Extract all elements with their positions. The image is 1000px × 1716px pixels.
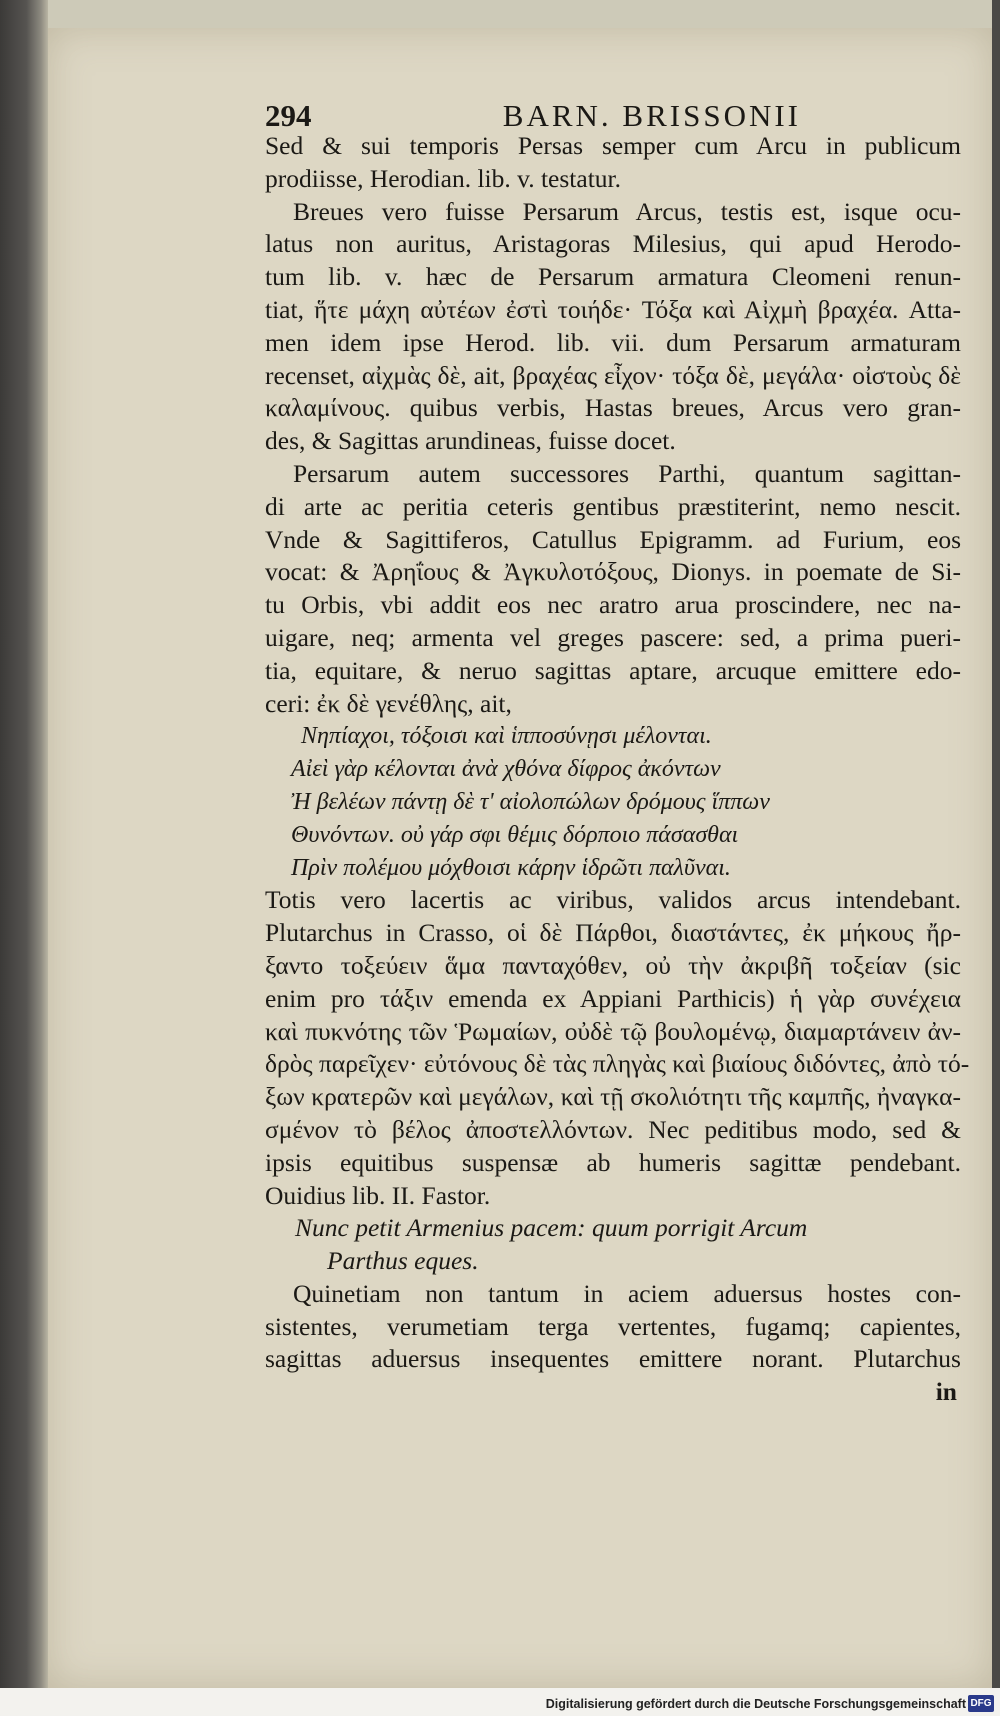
verse-line: Πρὶν πολέμου μόχθοισι κάρην ἱδρῶτι παλῦναι. xyxy=(291,854,731,881)
text-line: recenset, αἰχμὰς δὲ, ait, βραχέας εἶχον· τόξα δὲ, μεγάλα· οἰστοὺς δὲ xyxy=(265,360,961,390)
text-line: σμένον τὸ βέλος ἀποστελλόντων. Nec peditibus modo, sed & xyxy=(265,1114,961,1144)
greek-verse-quotation xyxy=(265,720,961,884)
text-line: καλαμίνους. quibus verbis, Hastas breues, Arcus vero gran- xyxy=(265,393,961,423)
text-line: vocat: & Ἀρηΐους & Ἀγκυλοτόξους, Dionys. in poemate de Si- xyxy=(265,557,961,587)
text-line: di arte ac peritia ceteris gentibus præstiterint, nemo nescit. xyxy=(265,491,961,521)
text-line: Breues vero fuisse Persarum Arcus, testis est, isque ocu- xyxy=(293,196,961,226)
text-line: tum lib. v. hæc de Persarum armatura Cleomeni renun- xyxy=(265,262,961,292)
text-line: latus non auritus, Aristagoras Milesius, qui apud Herodo- xyxy=(265,229,961,259)
text-line: Persarum autem successores Parthi, quantum sagittan- xyxy=(293,458,961,488)
text-line: δρὸς παρεῖχεν· εὐτόνους δὲ τὰς πληγὰς καὶ βιαίους διδόντες, ἀπὸ τό- xyxy=(265,1049,970,1079)
text-line: Vnde & Sagittiferos, Catullus Epigramm. ad Furium, eos xyxy=(265,524,961,554)
paragraphs-part-3 xyxy=(265,1278,961,1376)
text-line: Sed & sui temporis Persas semper cum Arcu in publicum xyxy=(265,131,961,160)
text-line: sistentes, verumetiam terga vertentes, fugamq; capientes, xyxy=(265,1311,961,1341)
text-line: tu Orbis, vbi addit eos nec aratro arua proscindere, nec na- xyxy=(265,590,961,620)
text-line: καὶ πυκνότης τῶν Ῥωμαίων, οὐδὲ τῷ βουλομένῳ, διαμαρτάνειν ἀν- xyxy=(265,1016,961,1046)
page-text-block xyxy=(265,96,970,1409)
footer-strip xyxy=(0,1688,1000,1716)
text-line: ξων κρατερῶν καὶ μεγάλων, καὶ τῇ σκολιότητι τῆς καμπῆς, ἠναγκα- xyxy=(265,1082,961,1112)
text-line: prodiisse, Herodian. lib. v. testatur. xyxy=(265,163,621,193)
text-line: Totis vero lacertis ac viribus, validos arcus intendebant. xyxy=(265,885,961,915)
ovid-quote-line-2: Parthus eques. xyxy=(327,1246,479,1276)
text-line: uigare, neq; armenta vel greges pascere: sed, a prima pueri- xyxy=(265,622,961,652)
verse-line: Θυνόντων. οὐ γάρ σφι θέμις δόρποιο πάσασθαι xyxy=(291,821,739,848)
text-line: des, & Sagittas arundineas, fuisse docet. xyxy=(265,426,676,456)
text-line: Plutarchus in Crasso, οἱ δὲ Πάρθοι, διαστάντες, ἐκ μήκους ἤρ- xyxy=(265,918,961,948)
text-line: men idem ipse Herod. lib. vii. dum Persarum armaturam xyxy=(265,327,961,357)
catchword: in xyxy=(935,1377,957,1407)
text-line: tiat, ἥτε μάχη αὐτέων ἐστὶ τοιήδε· Τόξα καὶ Αἰχμὴ βραχέα. Atta- xyxy=(265,294,961,324)
text-line: ipsis equitibus suspensæ ab humeris sagittæ pendebant. xyxy=(265,1147,961,1177)
ovid-quote-line-1: Nunc petit Armenius pacem: quum porrigit Arcum xyxy=(295,1213,808,1243)
text-line: enim pro τάξιν emenda ex Appiani Parthicis) ἡ γὰρ συνέχεια xyxy=(265,983,961,1013)
text-line: ceri: ἐκ δὲ γενέθλης, ait, xyxy=(265,688,512,718)
paragraphs-part-2 xyxy=(265,884,970,1212)
page-number: 294 xyxy=(265,98,312,133)
text-line: tia, equitare, & neruo sagittas aptare, arcuque emittere edo- xyxy=(265,655,961,685)
paragraphs-part-1 xyxy=(265,130,961,720)
text-line: sagittas aduersus insequentes emittere norant. Plutarchus xyxy=(265,1344,961,1374)
scan-right-edge xyxy=(992,0,1000,1716)
verse-line: Αἰεὶ γὰρ κέλονται ἀνὰ χθόνα δίφρος ἀκόντων xyxy=(291,756,721,783)
text-line: ξαντο τοξεύειν ἅμα πανταχόθεν, οὐ τὴν ἀκριβῆ τοξείαν (sic xyxy=(265,950,961,980)
verse-line: Ἠ βελέων πάντῃ δὲ τ' αἰολοπώλων δρόμους ἵππων xyxy=(291,788,770,815)
verse-line: Νηπίαχοι, τόξοισι καὶ ἱπποσύνῃσι μέλονται. xyxy=(301,723,712,750)
running-title: BARN. BRISSONII xyxy=(502,98,801,133)
text-line: Quinetiam non tantum in aciem aduersus hostes con- xyxy=(293,1278,961,1308)
digitization-credit: Digitalisierung gefördert durch die Deutsche Forschungsgemeinschaft xyxy=(545,1697,966,1711)
text-line: Ouidius lib. II. Fastor. xyxy=(265,1180,491,1210)
book-binding xyxy=(0,0,48,1716)
dfg-logo: DFG xyxy=(968,1695,994,1712)
